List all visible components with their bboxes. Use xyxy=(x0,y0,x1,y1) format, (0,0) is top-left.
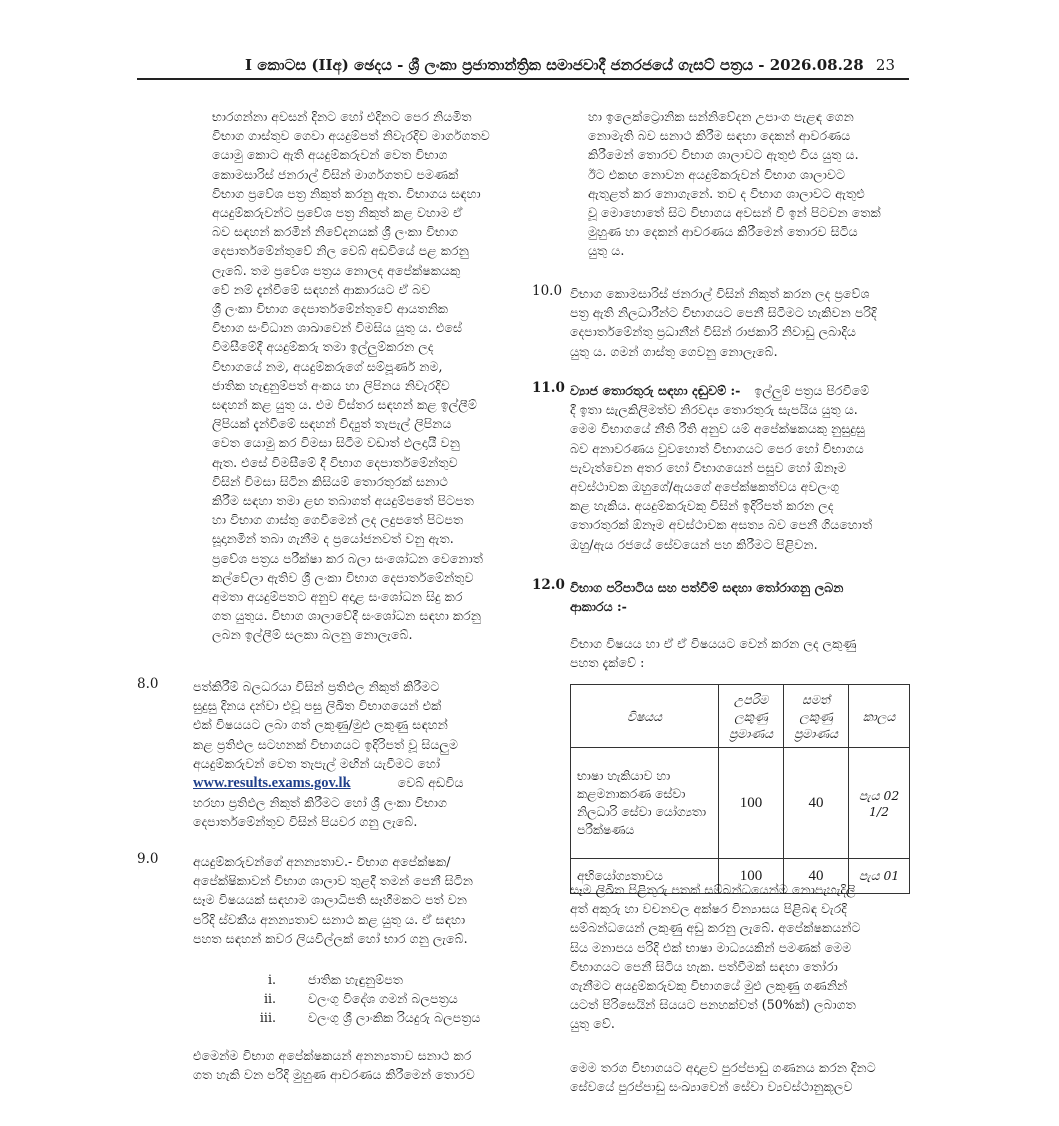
section-12-heading xyxy=(570,578,910,616)
text-line: ගැනීමට අයදුම්කරුවකු විභාගයේ මුළු ලකුණු ගණනින් xyxy=(570,978,848,994)
text-line: පහත සඳහන් කවර ලියවිල්ලක් හෝ භාර ගනු ලැබේ. xyxy=(193,930,468,946)
text-line: කළ ප්‍රතිඵල සටහනක් විභාගයට ඉදිරිපත් වූ සියලුම xyxy=(193,736,459,752)
text-line: කිරීම සඳහා තමා ළඟ තබාගත් අයදුම්පතේ පිටපත xyxy=(212,493,474,509)
text-line: යුතු ය. ගමන් ගාස්තු ගෙවනු නොලැබේ. xyxy=(570,343,778,359)
text-line: යුතු ය. xyxy=(588,243,625,259)
id-documents-list xyxy=(238,970,538,1027)
pass-marks-cell: 40 xyxy=(784,748,849,859)
text-line: යොමු කොට ඇති අයදුම්කරුවන් වෙත විභාග xyxy=(212,147,448,163)
subject-cell: අභියෝග්‍යතාවය xyxy=(571,859,719,894)
text-line: ලිපියක් දැන්වීමේ සඳහන් විද්‍යුත් තැපැල් ලිපිනය xyxy=(212,416,452,432)
text-line: කල්වේලා ඇතිව ශ්‍රී ලංකා විභාග දෙපාර්තමේන්තුව xyxy=(212,569,474,585)
text-line: ජාතික හැඳුනුම්පත් අංකය හා ලිපිනය නිවැරදිව xyxy=(212,377,450,393)
section-11-number: 11.0 xyxy=(532,380,565,396)
text-line: මෙම තරග විභාගයට අදාළව පුරප්පාඩු ගණනය කරන දිනට xyxy=(570,1060,876,1075)
section-12-paragraph-1 xyxy=(570,880,910,1034)
subject-cell: භාෂා හැකියාව හා කළමනාකරණ සේවා නිලධාරි සේවා යෝග්‍යතා පරීක්ෂණය xyxy=(571,748,719,859)
results-website-link[interactable]: www.results.exams.gov.lk xyxy=(193,775,351,792)
text-line: අපේක්ෂිකාවන් විභාග ශාලාව තුළදී තමන් පෙනී සිටින xyxy=(193,873,473,889)
text-line: බව අනාවරණය වුවහොත් විභාගයට පෙර හෝ විභාගය xyxy=(570,440,864,456)
max-marks-cell: 100 xyxy=(719,748,784,859)
text-line: අවස්ථාවක ඔහුගේ/ඇයගේ අපේක්ෂකත්වය අවලංගු xyxy=(570,479,840,495)
text-line: සඳහන් කළ යුතු ය. එම විස්තර සඳහන් කළ ඉල්ලීම් xyxy=(212,397,477,413)
page-number: 23 xyxy=(875,56,895,74)
list-item-text: වලංගු විදේශ ගමන් බලපත්‍රය xyxy=(308,991,458,1006)
right-continued-paragraph xyxy=(588,107,910,261)
list-item xyxy=(238,989,538,1008)
text-line: වේ නම් දැන්වීමේ සඳහන් ආකාරයට ඒ බව xyxy=(212,281,431,297)
col-header-max-marks: උපරිම ලකුණු ප්‍රමාණය xyxy=(719,685,784,748)
text-line: ඔහු/ඇය රජයේ සේවයෙන් පහ කිරීමට පිළිවන. xyxy=(570,536,818,552)
text-line: ආකාරය :- xyxy=(570,599,627,615)
text-line: අයදුම්කරුවන්ට ප්‍රවේශ පත්‍ර නිකුත් කළ වහාම ඒ xyxy=(212,205,463,221)
section-11-body xyxy=(570,381,910,554)
text-line: කොමසාරිස් ජනරාල් විසින් මාර්ගගතව පමණක් xyxy=(212,166,459,182)
text-line: පත්‍ර ඇති නිලධාරීන්ට විභාගයට පෙනී සිටීමට හැකිවන පරිදි xyxy=(570,305,877,321)
text-line: විභාග ප්‍රවේශ පත්‍ර නිකුත් කරනු ඇත. විභාගය සඳහා xyxy=(212,185,481,201)
page-header xyxy=(137,56,909,80)
section-10-body xyxy=(570,284,910,361)
text-line: තොරතුරක් ඕනෑම අවස්ථාවක අසත්‍ය බව පෙනී ගියහොත් xyxy=(570,517,873,533)
col-header-pass-marks: සමත් ලකුණු ප්‍රමාණය xyxy=(784,685,849,748)
text-line: අත් අකුරු හා වචනවල අක්ෂර වින්‍යාසය පිළිබඳ වැරදි xyxy=(570,901,847,917)
text-line: බව සඳහන් කරමින් නිවේදනයක් ශ්‍රී ලංකා විභාග xyxy=(212,224,459,240)
text-line: සිය මනාපය පරිදි එක් භාෂා මාධ්‍යයකින් පමණක් මෙම xyxy=(570,939,852,955)
text-line: දී ඉතා සැලකිලිමත්ව නිරවද්‍ය තොරතුරු සැපයිය යුතු ය. xyxy=(570,402,858,418)
text-line: දෙපාර්තමේන්තුවේ නිල වෙබ් අඩවියේ පළ කරනු xyxy=(212,243,469,259)
text-line: ඉල්ලුම් පත්‍රය පිරවීමේ xyxy=(754,383,870,398)
text-line: හා විභාග ගාස්තු ගෙවීමෙන් ලද ලදුපතේ පිටපත xyxy=(212,512,464,528)
section-8-body xyxy=(193,677,514,832)
website-label: වෙබ් අඩවිය xyxy=(397,775,464,791)
text-line: විභාග පරිපාටිය සහ පත්වීම් සඳහා තෝරාගනු ලබන xyxy=(570,580,844,595)
duration-cell: පැය 01 xyxy=(849,859,910,894)
text-line: දෙපාර්තමේන්තුව විසින් පියවර ගනු ලැබේ. xyxy=(193,814,418,830)
text-line: ඇත. එසේ විමසීමේ දී විභාග දෙපාර්තමේන්තුව xyxy=(212,454,458,470)
section-9-body xyxy=(193,852,514,948)
text-line: මෙම විභාගයේ නීති රීති අනුව යම් අපේක්ෂකයකු නුසුදුසු xyxy=(570,421,865,437)
section-12-paragraph-2 xyxy=(570,1058,910,1096)
marks-table xyxy=(570,684,910,894)
text-line: විභාග සංවිධාන ශාඛාවෙන් විමසිය යුතු ය. එසේ xyxy=(212,320,463,336)
section-9-continuation xyxy=(193,1046,514,1084)
text-line: ප්‍රවේශ පත්‍රය පරීක්ෂා කර බලා සංශෝධන වෙනොත් xyxy=(212,550,483,566)
section-10-number: 10.0 xyxy=(532,283,563,299)
list-item-text: වලංගු ශ්‍රී ලාංකික රියදුරු බලපත්‍රය xyxy=(308,1010,481,1025)
text-line: විභාගයේ නම, අයදුම්කරුගේ සම්පූර්ණ නම, xyxy=(212,358,443,374)
list-item-number: iii. xyxy=(259,1010,276,1025)
text-line: වූ මොහොතේ සිට විභාගය අවසන් වී ඉන් පිටවන තෙක් xyxy=(588,205,881,221)
text-line: විභාග කොමසාරිස් ජනරාල් විසින් නිකුත් කරන ලද ප්‍රවේශ xyxy=(570,286,870,301)
section-8-number: 8.0 xyxy=(137,676,159,692)
text-line: එක් විෂයයට ලබා ගත් ලකුණු/මුළු ලකුණු සඳහන් xyxy=(193,717,448,733)
text-line: හරහා ප්‍රතිඵල නිකුත් කිරීමට හෝ ශ්‍රී ලංකා විභාග xyxy=(193,795,448,811)
text-line: පත්කිරීම් බලධරයා විසින් ප්‍රතිඵල නිකුත් කිරීමට xyxy=(193,679,440,694)
list-item-number: ii. xyxy=(263,991,276,1006)
table-header-row xyxy=(571,685,910,748)
section-11-heading: ව්‍යාජ තොරතුරු සඳහා දඬුවම් :- xyxy=(570,383,741,398)
text-line: දෙපාර්තමේන්තු ප්‍රධානීන් විසින් රාජකාරි නිවාඩු ලබාදිය xyxy=(570,324,856,340)
text-line: පැවැත්වෙන අතර හෝ විභාගයෙන් පසුව හෝ ඕනෑම xyxy=(570,459,847,475)
list-item xyxy=(238,970,538,989)
text-line: ශ්‍රී ලංකා විභාග දෙපාර්තමේන්තුවේ ආයතනික xyxy=(212,301,449,317)
text-line: කළ හැකිය. අයදුම්කරුවකු විසින් ඉදිරිපත් කරන ලද xyxy=(570,498,834,514)
pass-marks-cell: 40 xyxy=(784,859,849,894)
col-header-duration: කාලය xyxy=(849,685,910,748)
text-line: විභාගයට පෙනී සිටිය හැක. පත්වීමක් සඳහා තෝරා xyxy=(570,958,838,974)
text-line: භාරගන්නා අවසන් දිනට හෝ එදිනට පෙර නියමිත xyxy=(212,109,472,124)
text-line: එමෙන්ම විභාග අපේක්ෂකයන් අනන්‍යතාව සනාථ කර xyxy=(193,1048,472,1063)
list-item-text: ජාතික හැඳුනුම්පත xyxy=(308,972,404,987)
text-line: අයදුම්කරුවන්ගේ අනන්‍යතාව.- විභාග අපේක්ෂක/ xyxy=(193,854,451,869)
text-line: ඊට එකඟ නොවන අයදුම්කරුවන් විභාග ශාලාවට xyxy=(588,166,846,182)
text-line: යටත් පිරිසෙයින් සියයට පනහක්වත් (50%ක්) ලබාගත xyxy=(570,997,856,1013)
text-line: ඇතුළත් කර නොගැනේ. තව ද විභාග ශාලාවට ඇතුළු xyxy=(588,185,865,201)
section-12-intro xyxy=(570,634,910,672)
text-line: පරිදි ස්වකීය අනන්‍යතාව සනාථ කළ යුතු ය. ඒ සඳහා xyxy=(193,911,466,927)
text-line: හා ඉලෙක්ට්‍රොනික සන්නිවේදන උපාංග පැළඳ ගෙන xyxy=(588,109,854,124)
text-line: සෑම විෂයයක් සඳහාම ශාලාධිපති සෑහීමකට පත් වන xyxy=(193,892,467,908)
text-line: විසින් විමසා සිටින කිසියම් තොරතුරක් සනාථ xyxy=(212,473,448,489)
max-marks-cell: 100 xyxy=(719,859,784,894)
text-line: සෑම ලිඛිත පිළිතුරු පතක් සම්බන්ධයෙන්ම නොපැහැදිලි xyxy=(570,882,856,897)
table-row xyxy=(571,748,910,859)
text-line: මුහුණ හා දෙකන් ආවරණය කිරීමෙන් තොරව සිටිය xyxy=(588,224,858,240)
section-12-number: 12.0 xyxy=(532,577,565,593)
text-line: ගත යුතුය. විභාග ශාලාවේදී සංශෝධන සඳහා කරනු xyxy=(212,608,481,624)
text-line: ගත හැකි වන පරිදි මුහුණ ආවරණය කිරීමෙන් තොරව xyxy=(193,1067,475,1083)
text-line: අයදුම්කරුවන් වෙත තැපැල් මඟින් යැවීමට හෝ xyxy=(193,755,440,771)
list-item-number: i. xyxy=(267,972,276,987)
left-continued-paragraph xyxy=(212,107,514,645)
text-line: ලැබේ. තම ප්‍රවේශ පත්‍රය නොලද අපේක්ෂකයකු xyxy=(212,262,461,278)
text-line: සුදුසු දිනය දන්වා එවූ පසු ලිඛිත විභාගයෙන් එක් xyxy=(193,698,442,714)
text-line: වෙත යොමු කර විමසා සිටීම වඩාත් ඵලදායී වනු xyxy=(212,435,460,451)
list-item xyxy=(238,1008,538,1027)
text-line: ලබන ඉල්ලීම් සලකා බලනු නොලැබේ. xyxy=(212,627,413,643)
text-line: අමතා අයදුම්පතට අනුව අදාළ සංශෝධන සිදු කර xyxy=(212,589,463,605)
section-9-number: 9.0 xyxy=(137,851,159,867)
text-line: සම්බන්ධයෙන් ලකුණු අඩු කරනු ලැබේ. අපේක්ෂකයන්ට xyxy=(570,920,861,936)
text-line: පහත දැක්වේ : xyxy=(570,655,645,671)
text-line: විභාග විෂයය හා ඒ ඒ විෂයයට වෙන් කරන ලද ලකුණු xyxy=(570,636,857,651)
text-line: සූදානමින් තබා ගැනීම ද ප්‍රයෝජනවත් වනු ඇත. xyxy=(212,531,454,547)
col-header-subject: විෂයය xyxy=(571,685,719,748)
duration-cell: පැය 02 1/2 xyxy=(849,748,910,859)
text-line: විභාග ගාස්තුව ගෙවා අයදුම්පත් නිවැරදිව මාර්ගගතව xyxy=(212,128,490,144)
text-line: යුතු වේ. xyxy=(570,1016,615,1032)
text-line: නොමැති බව සනාථ කිරීම සඳහා දෙකන් ආවරණය xyxy=(588,128,851,144)
text-line: සේවයේ පුරප්පාඩු සංඛ්‍යාවෙන් සේවා ව්‍යවස්ථානුකූලව xyxy=(570,1079,853,1095)
gazette-title: I කොටස (IIඅ) ඡෙදය - ශ්‍රී ලංකා ප්‍රජාතාන්ත්‍රික සමාජවාදී ජනරජයේ ගැසට් පත්‍රය - 2026.08.28 xyxy=(245,56,864,74)
text-line: කිරීමෙන් තොරව විභාග ශාලාවට ඇතුළු විය යුතු ය. xyxy=(588,147,859,163)
text-line: විමසීමේදී අයදුම්කරු තමා ඉල්ලුම්කරන ලද xyxy=(212,339,434,355)
